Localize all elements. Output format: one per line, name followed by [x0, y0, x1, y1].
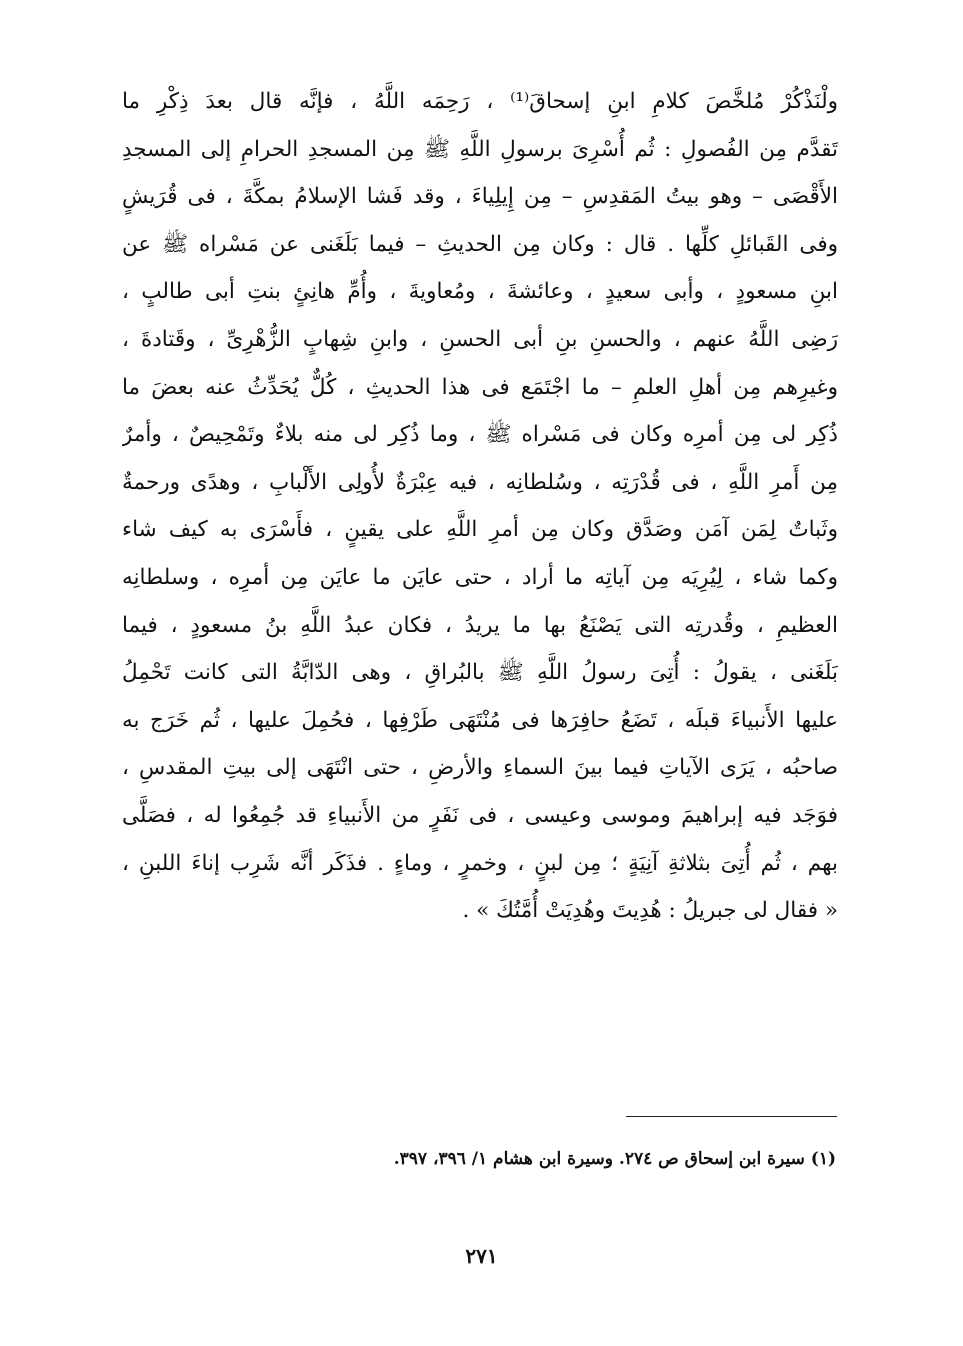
text-line: وغيرِهم مِن أهلِ العلمِ – ما اجْتَمَع فى هذا الحديثِ ، كُلٌّ يُحَدِّثُ عنه بعضَ ما: [122, 374, 838, 400]
footnote-divider: [626, 1116, 837, 1117]
text-line: وثَباتٌ لِمَن آمَن وصَدَّق وكان مِن أمرِ اللَّهِ على يقينٍ ، فأَسْرَى به كيف شاء: [122, 517, 838, 543]
text-line: مِن أَمرِ اللَّهِ ، فى قُدْرَتِه ، وسُلطانِه ، فيه عِبْرَةٌ لأُولِى الأَلْبابِ ، وهدًى ورحمةٌ: [122, 469, 838, 495]
text-line: الأَقْصَى – وهو بيتُ المَقدِسِ – مِن إِيلِياءَ ، وقد فَشا الإسلامُ بمكَّةَ ، فى قُرَيشٍ: [122, 184, 838, 210]
main-text-body: [122, 78, 838, 935]
text-line: « فقال لى جبريلُ : هُدِيتَ وهُدِيَتْ أُمَّتُكَ » .: [462, 898, 838, 924]
text-line: وفى القَبائلِ كلِّها . قال : وكان مِن الحديثِ – فيما بَلَغَنى عن مَسْراه ﷺ عن: [122, 231, 838, 257]
text-line: بهم ، ثُم أُتِىَ بثلاثةِ آنِيَةٍ ؛ مِن لبنٍ ، وخمرٍ ، وماءٍ . فذَكَر أنَّه شَرِب إناءَ اللبنِ ،: [122, 850, 838, 876]
page-number: ٢٧١: [465, 1244, 498, 1268]
text-line: ذُكِر لى مِن أمرِه وكان فى مَسْراه ﷺ ، وما ذُكِر لى منه بلاءٌ وتَمْحِيصٌ ، وأمرٌ: [122, 422, 838, 448]
text-line: ابنِ مسعودٍ ، وأبى سعيدٍ ، وعائشةَ ، ومُعاويةَ ، وأُمِّ هانِئٍ بنتِ أبى طالبٍ ،: [122, 279, 838, 305]
text-line: وكما شاء ، لِيُرِيَه مِن آياتِه ما أراد ، حتى عايَن ما عايَن مِن أمرِه ، وسلطانِه: [122, 564, 838, 590]
text-line: العظيمِ ، وقُدرتِه التى يَصْنَعُ بها ما يريدُ ، فكان عبدُ اللَّهِ بنُ مسعودٍ ، فيما: [122, 612, 838, 638]
text-line: بَلَغَنى ، يقولُ : أُتِىَ رسولُ اللَّهِ ﷺ بالبُراقِ ، وهى الدّابَّةُ التى كانت تَحْمِلُ: [122, 660, 838, 686]
footnote: (١) سيرة ابن إسحاق ص ٢٧٤. وسيرة ابن هشام ١/ ٣٩٦، ٣٩٧.: [393, 1149, 836, 1169]
text-line: عليها الأَنبياءَ قبلَه ، تَضَعُ حافِرَها فى مُنْتَهَى طَرْفِها ، فحُمِلَ عليها ، ثُم خَرَج به: [122, 707, 838, 733]
text-line: ولْنَذْكُرْ مُلخَّصَ كلامِ ابنِ إسحاقَ⁽¹⁾ ، رَحِمَه اللَّهُ ، فإنَّه قال بعدَ ذِكْرِ ما: [122, 89, 838, 114]
text-line: صاحبُه ، يَرَى الآياتِ فيما بينَ السماءِ والأرضِ ، حتى انْتَهَى إلى بيتِ المقدسِ ،: [122, 755, 838, 781]
text-line: رَضِى اللَّهُ عنهم ، والحسنِ بنِ أبى الحسنِ ، وابنِ شِهابٍ الزُّهْرِىِّ ، وقَتادةَ ،: [122, 326, 838, 352]
text-line: تَقدَّم مِن الفُصولِ : ثُم أُسْرِىَ برسولِ اللَّهِ ﷺ مِن المسجدِ الحرامِ إلى المسجدِ: [122, 136, 838, 162]
text-line: فوَجَد فيه إبراهيمَ وموسى وعيسى ، فى نَفَرٍ من الأَنبياءِ قد جُمِعُوا له ، فصَلَّى: [122, 802, 838, 828]
